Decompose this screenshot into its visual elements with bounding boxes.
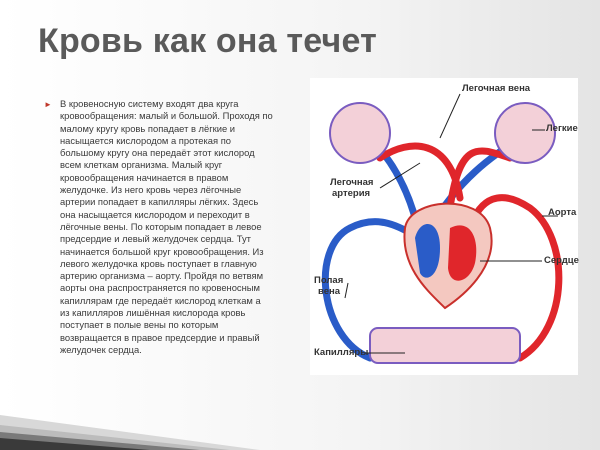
- body-capillaries: [370, 328, 520, 363]
- body-text-line: малому кругу кровь попадает в лёгкие и: [60, 122, 236, 134]
- label-lungs: Легкие: [546, 123, 578, 134]
- label-aorta: Аорта: [548, 207, 577, 218]
- body-text-line: начинается большой круг кровообращения. Из: [60, 245, 264, 257]
- circulation-diagram: [310, 78, 578, 375]
- label-pulmonary-artery-2: артерия: [332, 188, 371, 199]
- body-text-line: капиллярам где передаёт кислород клеткам а: [60, 294, 261, 306]
- label-pulmonary-vein: Легочная вена: [462, 83, 531, 94]
- label-capillaries: Капилляры: [314, 347, 369, 358]
- body-text-line: большому кругу она передаёт этот кислород: [60, 147, 255, 159]
- bullet-triangle-icon: ►: [44, 100, 52, 109]
- body-text-line: левого желудочка кровь поступает в главную: [60, 257, 257, 269]
- label-vena-cava-1: Полая: [314, 275, 344, 286]
- body-text-line: лёгочные вены. По которым попадает в левое: [60, 220, 262, 232]
- body-text-line: В кровеносную систему входят два круга: [60, 98, 239, 109]
- body-text: [60, 98, 305, 356]
- decorative-stripes: [0, 370, 260, 450]
- body-text-line: из капилляров лишённая кислорода кровь: [60, 307, 246, 319]
- label-heart: Сердце: [544, 255, 579, 266]
- body-text-line: кровообращения начинается в правом: [60, 171, 229, 183]
- heart-shape: [404, 204, 491, 308]
- body-text-line: поступает в полые вены по которым: [60, 319, 219, 331]
- body-text-line: кровообращения: малый и большой. Проходя по: [60, 110, 273, 122]
- body-text-line: предсердие и левый желудочек сердца. Тут: [60, 233, 251, 245]
- circulation-illustration: [310, 78, 578, 375]
- label-pulmonary-artery-1: Легочная: [330, 177, 374, 188]
- body-text-line: желудочке. Из него кровь через лёгочные: [60, 184, 242, 196]
- body-text-line: артерии попадает в капилляры лёгких. Здесь: [60, 196, 259, 208]
- body-text-line: аорты она распространяется по кровеносным: [60, 282, 260, 294]
- body-text-line: она насыщается кислородом и переходит в: [60, 208, 250, 220]
- body-text-line: желудочек сердца.: [60, 343, 142, 355]
- slide-title: Кровь как она течет: [38, 22, 377, 60]
- body-text-line: артерию организма – аорту. Пройдя по ветвям: [60, 270, 264, 282]
- label-vena-cava-2: вена: [318, 286, 341, 297]
- body-text-line: возвращается в правое предсердие и правый: [60, 331, 260, 343]
- body-text-line: всем клеткам организма. Малый круг: [60, 159, 223, 171]
- body-text-line: насыщается кислородом а протекая по: [60, 134, 231, 146]
